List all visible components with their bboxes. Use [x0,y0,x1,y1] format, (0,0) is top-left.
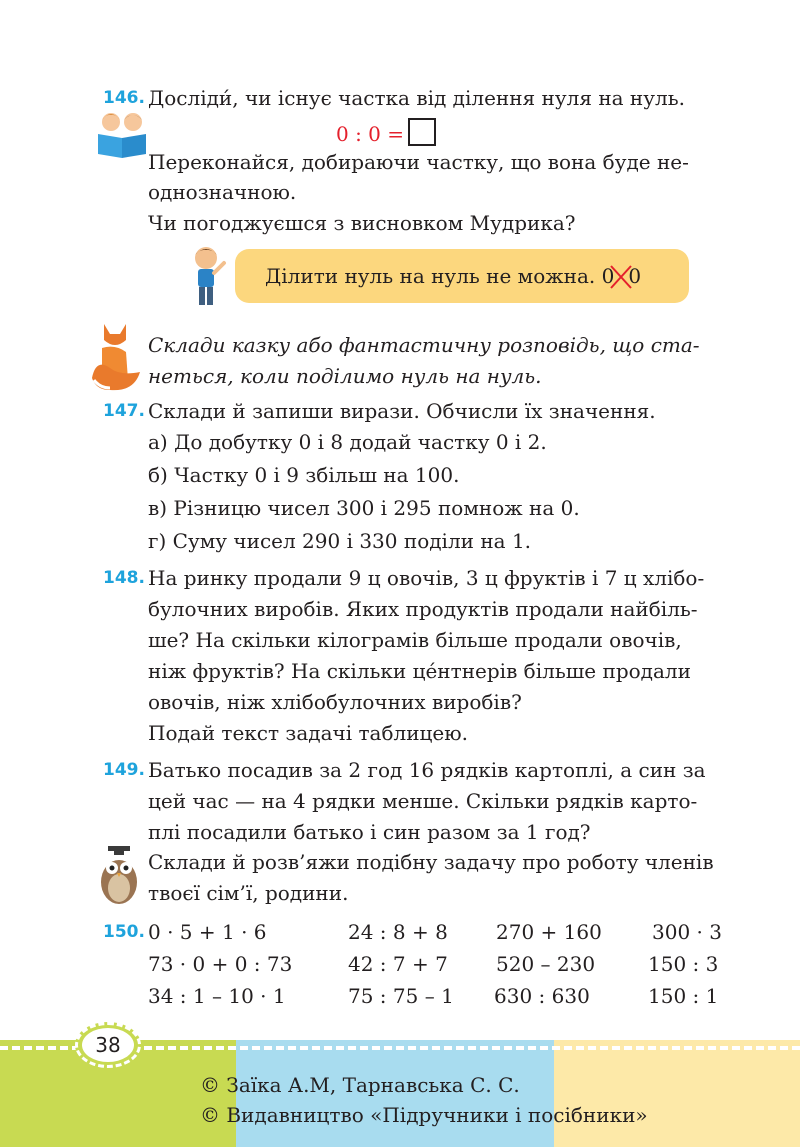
problem-147-item: в) Різницю чисел 300 і 295 помнож на 0. [148,496,580,520]
owl-task-line: Склади й розв’яжи подібну задачу про роботу членів [148,850,714,874]
problem-147-item: г) Суму чисел 290 і 330 поділи на 1. [148,529,532,553]
problem-148-line: булочних виробів. Яких продуктів продали найбіль- [148,597,698,621]
problem-148-line: овочів, ніж хлібобулочних виробів? [148,690,522,714]
fox-task-line2: неться, коли поділимо нуль на нуль. [148,364,542,388]
copyright-publisher: © Видавництво «Підручники і посібники» [200,1103,648,1127]
problem-146-line4: Чи погоджуєшся з висновком Мудрика? [148,211,576,235]
problem-147-intro: Склади й запиши вирази. Обчисли їх значення. [148,399,656,423]
children-reading-icon [96,108,148,160]
problem-149-line: плі посадили батько і син разом за 1 год? [148,820,591,844]
expression: 270 + 160 [496,920,602,944]
problem-148-line: На ринку продали 9 ц овочів, 3 ц фруктів і 7 ц хлібо- [148,566,705,590]
problem-148-number: 148. [103,568,145,588]
problem-149-number: 149. [103,760,145,780]
copyright-authors: © Заїка А.М, Тарнавська С. С. [200,1073,520,1097]
owl-icon [94,844,144,906]
problem-148-line: ше? На скільки кілограмів більше продали овочів, [148,628,682,652]
boy-mudryk-icon [188,245,232,309]
problem-148-line: Подай текст задачі таблицею. [148,721,469,745]
problem-148-line: ніж фруктів? На скільки це́нтнерів більше продали [148,659,691,683]
expression: 630 : 630 [494,984,590,1008]
problem-149-line: цей час — на 4 рядки менше. Скільки рядків карто- [148,789,698,813]
expression: 24 : 8 + 8 [348,920,448,944]
problem-149-line: Батько посадив за 2 год 16 рядків картоплі, а син за [148,758,706,782]
problem-146-number: 146. [103,88,145,108]
fox-icon [90,318,146,392]
expression: 150 : 3 [648,952,719,976]
expression: 75 : 75 – 1 [348,984,454,1008]
equation-0-div-0: 0 : 0 = [336,118,436,146]
problem-147-number: 147. [103,401,145,421]
problem-147-item: б) Частку 0 і 9 збільш на 100. [148,463,460,487]
problem-146-text: Досліди́, чи існує частка від ділення нуля на нуль. [148,86,685,110]
expression: 0 · 5 + 1 · 6 [148,920,267,944]
problem-146-line2: Переконайся, добираючи частку, що вона буде не- [148,150,689,174]
expression: 42 : 7 + 7 [348,952,448,976]
expression: 73 · 0 + 0 : 73 [148,952,293,976]
bubble-text: Ділити нуль на нуль не можна. 0 0 [265,264,642,288]
expression: 520 – 230 [496,952,596,976]
owl-task-line: твоєї сім’ї, родини. [148,881,349,905]
page-number: 38 [95,1033,121,1057]
footer-band-yellow [554,1040,800,1147]
problem-146-line3: однозначною. [148,180,297,204]
expression: 150 : 1 [648,984,719,1008]
problem-147-item: а) До добутку 0 і 8 додай частку 0 і 2. [148,430,547,454]
problem-150-number: 150. [103,922,145,942]
expression: 34 : 1 – 10 · 1 [148,984,286,1008]
expression: 300 · 3 [652,920,722,944]
fox-task-line1: Склади казку або фантастичну розповідь, що ста- [148,333,700,357]
answer-box [408,118,436,146]
crossed-divide-icon [614,264,628,288]
